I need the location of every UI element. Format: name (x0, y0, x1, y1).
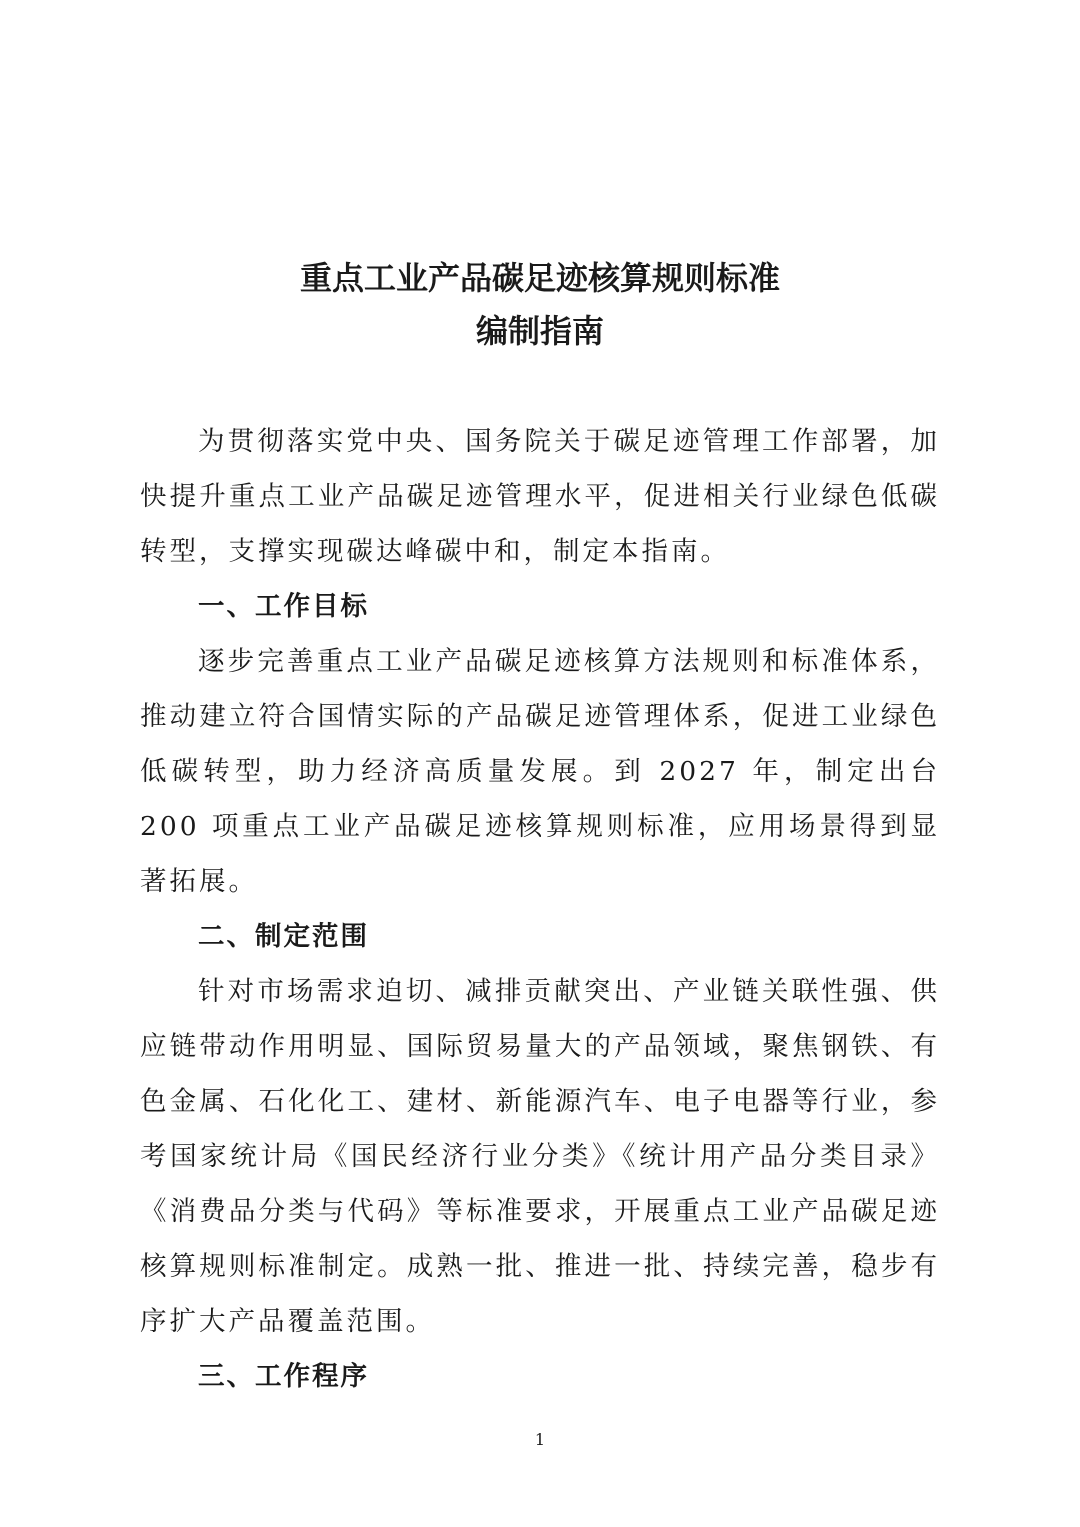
section-heading-scope: 二、制定范围 (198, 921, 369, 952)
document-body (140, 414, 940, 1404)
section-heading-goals: 一、工作目标 (198, 591, 369, 622)
document-title: 重点工业产品碳足迹核算规则标准 (299, 259, 780, 297)
document-subtitle: 编制指南 (475, 312, 604, 350)
page-number: 1 (534, 1430, 546, 1449)
intro-paragraph: 为贯彻落实党中央、国务院关于碳足迹管理工作部署，加快提升重点工业产品碳足迹管理水平，促进相关行业绿色低碳转型，支撑实现碳达峰碳中和，制定本指南。 (140, 426, 940, 567)
section-heading-procedure: 三、工作程序 (198, 1361, 369, 1392)
section-paragraph-scope: 针对市场需求迫切、减排贡献突出、产业链关联性强、供应链带动作用明显、国际贸易量大的产品领域，聚焦钢铁、有色金属、石化化工、建材、新能源汽车、电子电器等行业，参考国家统计局《国民经济行业分类》《统计用产品分类目录》《消费品分类与代码》等标准要求，开展重点工业产品碳足迹核算规则标准制定。成熟一批、推进一批、持续完善，稳步有序扩大产品覆盖范围。 (140, 976, 940, 1337)
section-paragraph-goals: 逐步完善重点工业产品碳足迹核算方法规则和标准体系，推动建立符合国情实际的产品碳足迹管理体系，促进工业绿色低碳转型，助力经济高质量发展。到 2027 年，制定出台 200 项重点工业产品碳足迹核算规则标准，应用场景得到显著拓展。 (140, 646, 940, 897)
